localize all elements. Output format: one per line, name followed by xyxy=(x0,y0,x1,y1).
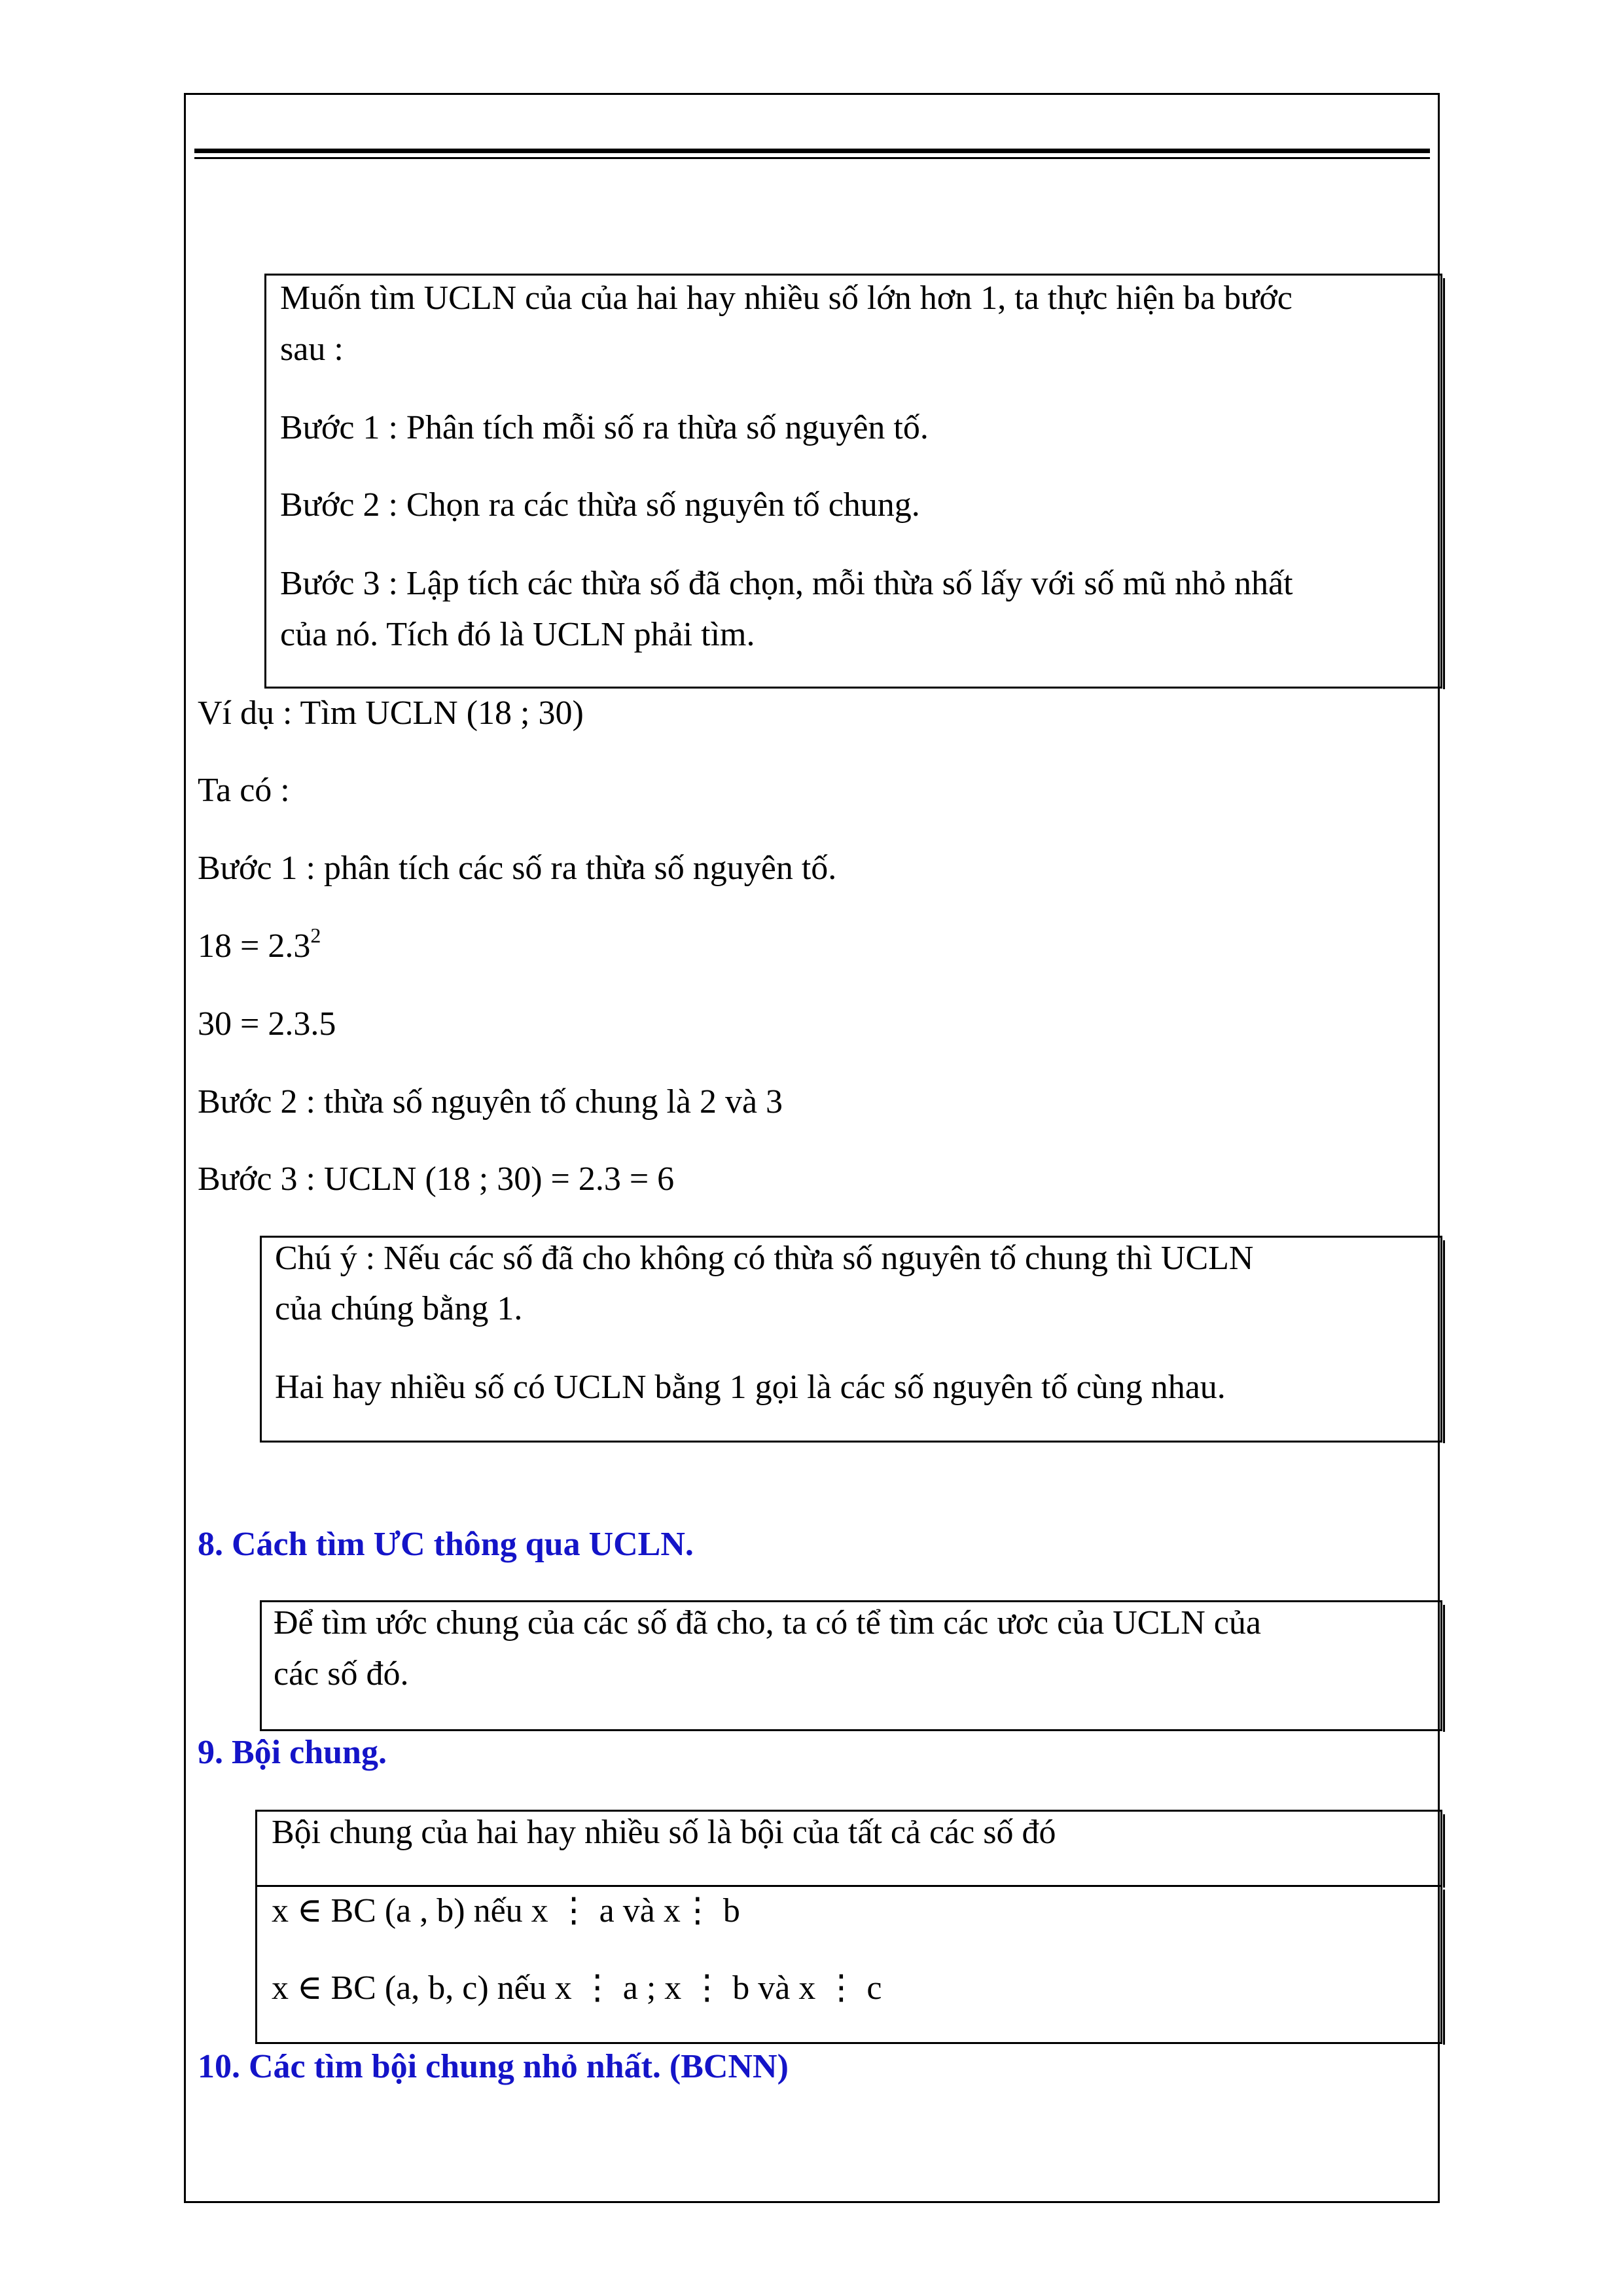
ucln-step3-line2: của nó. Tích đó là UCLN phải tìm. xyxy=(280,616,755,653)
ucln-intro-line1: Muốn tìm UCLN của của hai hay nhiều số lớn hơn 1, ta thực hiện ba bước xyxy=(280,279,1293,317)
example-step2: Bước 2 : thừa số nguyên tố chung là 2 và 3 xyxy=(198,1083,783,1121)
example-eq1-base: 18 = 2.3 xyxy=(198,927,311,965)
section9-definition: Bội chung của hai hay nhiều số là bội của tất cả các số đó xyxy=(272,1814,1056,1851)
section9-rule2: x ∈ BC (a, b, c) nếu x ⋮ a ; x ⋮ b và x ⋮ c xyxy=(272,1969,882,2007)
ucln-step3-line1: Bước 3 : Lập tích các thừa số đã chọn, mỗi thừa số lấy với số mũ nhỏ nhất xyxy=(280,565,1293,602)
note-line3: Hai hay nhiều số có UCLN bằng 1 gọi là các số nguyên tố cùng nhau. xyxy=(275,1369,1226,1406)
ucln-intro-line2: sau : xyxy=(280,331,344,368)
section8-line1: Để tìm ước chung của các số đã cho, ta có tể tìm các ươc của UCLN của xyxy=(274,1604,1261,1641)
example-eq1-exponent: 2 xyxy=(310,923,321,947)
section8-heading: 8. Cách tìm ƯC thông qua UCLN. xyxy=(198,1526,694,1563)
header-rule-thick xyxy=(194,149,1430,153)
section10-heading: 10. Các tìm bội chung nhỏ nhất. (BCNN) xyxy=(198,2048,789,2085)
example-title: Ví dụ : Tìm UCLN (18 ; 30) xyxy=(198,694,584,732)
example-eq1 xyxy=(198,923,321,966)
example-intro: Ta có : xyxy=(198,772,290,809)
example-eq2: 30 = 2.3.5 xyxy=(198,1005,336,1043)
ucln-step1: Bước 1 : Phân tích mỗi số ra thừa số nguyên tố. xyxy=(280,409,929,446)
section8-line2: các số đó. xyxy=(274,1655,409,1693)
section9-rule1: x ∈ BC (a , b) nếu x ⋮ a và x⋮ b xyxy=(272,1892,740,1929)
header-rule-thin xyxy=(194,157,1430,159)
example-step3: Bước 3 : UCLN (18 ; 30) = 2.3 = 6 xyxy=(198,1160,675,1198)
note-line2: của chúng bằng 1. xyxy=(275,1290,523,1327)
ucln-step2: Bước 2 : Chọn ra các thừa số nguyên tố chung. xyxy=(280,486,920,524)
example-step1: Bước 1 : phân tích các số ra thừa số nguyên tố. xyxy=(198,850,837,887)
note-line1: Chú ý : Nếu các số đã cho không có thừa số nguyên tố chung thì UCLN xyxy=(275,1240,1254,1277)
section9-heading: 9. Bội chung. xyxy=(198,1734,387,1771)
